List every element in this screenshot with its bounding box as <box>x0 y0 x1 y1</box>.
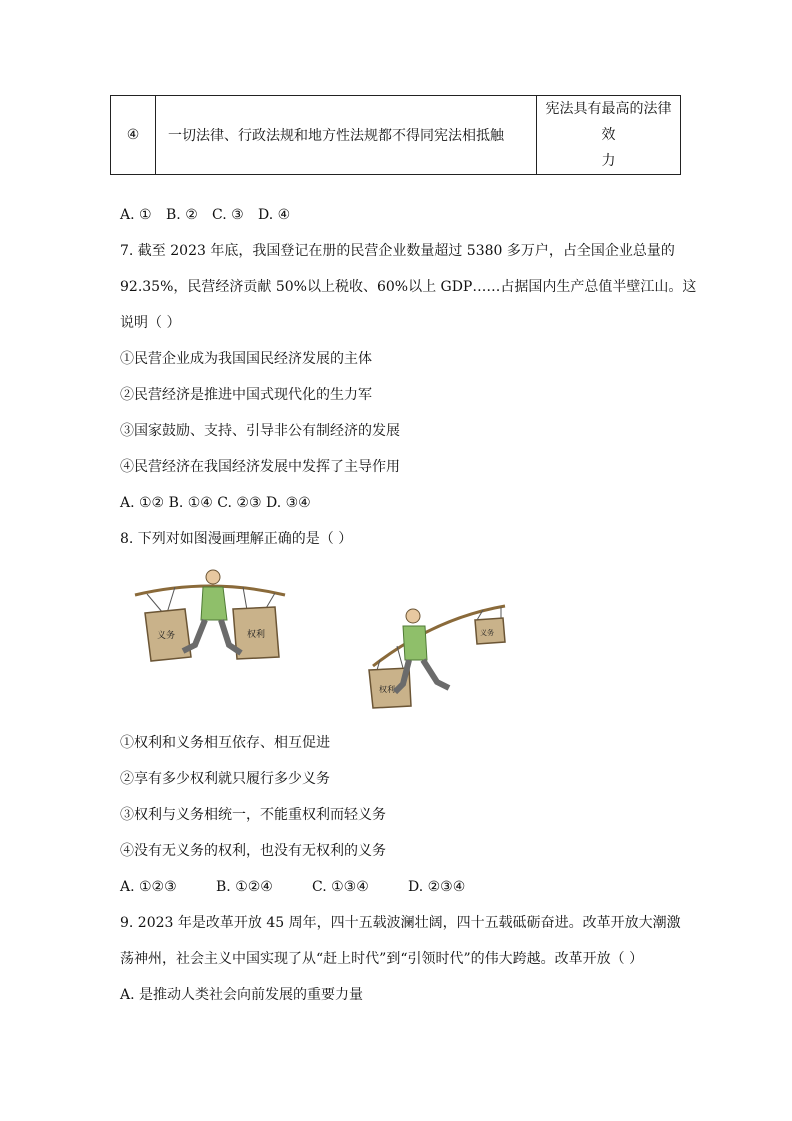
comic2-yiwu-label: 义务 <box>480 629 494 637</box>
row-text: 一切法律、行政法规和地方性法规都不得同宪法相抵触 <box>156 96 537 175</box>
q8-item-3: ③权利与义务相统一，不能重权利而轻义务 <box>120 807 386 823</box>
q6-option-a: A. ① <box>120 207 152 223</box>
row-number: ④ <box>111 96 156 175</box>
q6-option-c: C. ③ <box>212 207 244 223</box>
row-conclusion-line2: 力 <box>601 153 616 169</box>
q6-options <box>120 205 290 225</box>
q7-item-2: ②民营经济是推进中国式现代化的生力军 <box>120 387 372 403</box>
q8-option-c: C. ①③④ <box>312 879 369 895</box>
q9-stem-line2: 荡神州，社会主义中国实现了从“赶上时代”到“引领时代”的伟大跨越。改革开放（ ） <box>120 951 644 967</box>
q8-option-a: A. ①②③ <box>120 879 177 895</box>
q9-option-a: A. 是推动人类社会向前发展的重要力量 <box>120 987 364 1003</box>
q8-options <box>120 877 465 897</box>
comic2-quanli-label: 权利 <box>379 685 395 694</box>
q7-stem-line1: 7. 截至 2023 年底，我国登记在册的民营企业数量超过 5380 多万户，占全国企业总量的 <box>120 243 675 259</box>
q9-stem-line1: 9. 2023 年是改革开放 45 周年，四十五载波澜壮阔，四十五载砥砺奋进。改革开放大潮激 <box>120 915 681 931</box>
q7-item-4: ④民营经济在我国经济发展中发挥了主导作用 <box>120 459 400 475</box>
q7-item-1: ①民营企业成为我国国民经济发展的主体 <box>120 351 372 367</box>
row-conclusion <box>537 96 681 175</box>
comic-balanced-illustration <box>125 565 295 675</box>
q8-option-b: B. ①②④ <box>216 879 273 895</box>
comic-unbalanced-illustration <box>355 598 515 710</box>
q7-stem-line3: 说明（ ） <box>120 315 181 331</box>
table-row <box>111 96 681 175</box>
q8-item-4: ④没有无义务的权利，也没有无权利的义务 <box>120 843 386 859</box>
q7-stem-line2: 92.35%，民营经济贡献 50%以上税收、60%以上 GDP……占据国内生产总值半壁江山。这 <box>120 279 697 295</box>
q8-item-2: ②享有多少权利就只履行多少义务 <box>120 771 330 787</box>
comic1-yiwu-label: 义务 <box>157 631 176 641</box>
q8-item-1: ①权利和义务相互依存、相互促进 <box>120 735 330 751</box>
q8-stem: 8. 下列对如图漫画理解正确的是（ ） <box>120 531 353 547</box>
q7-options: A. ①② B. ①④ C. ②③ D. ③④ <box>120 495 311 511</box>
q6-option-b: B. ② <box>166 207 198 223</box>
q6-option-d: D. ④ <box>258 207 291 223</box>
row-conclusion-line1: 宪法具有最高的法律效 <box>545 101 672 143</box>
q8-option-d: D. ②③④ <box>408 879 466 895</box>
comic1-quanli-label: 权利 <box>247 630 266 640</box>
principle-table <box>110 95 681 175</box>
q7-item-3: ③国家鼓励、支持、引导非公有制经济的发展 <box>120 423 400 439</box>
